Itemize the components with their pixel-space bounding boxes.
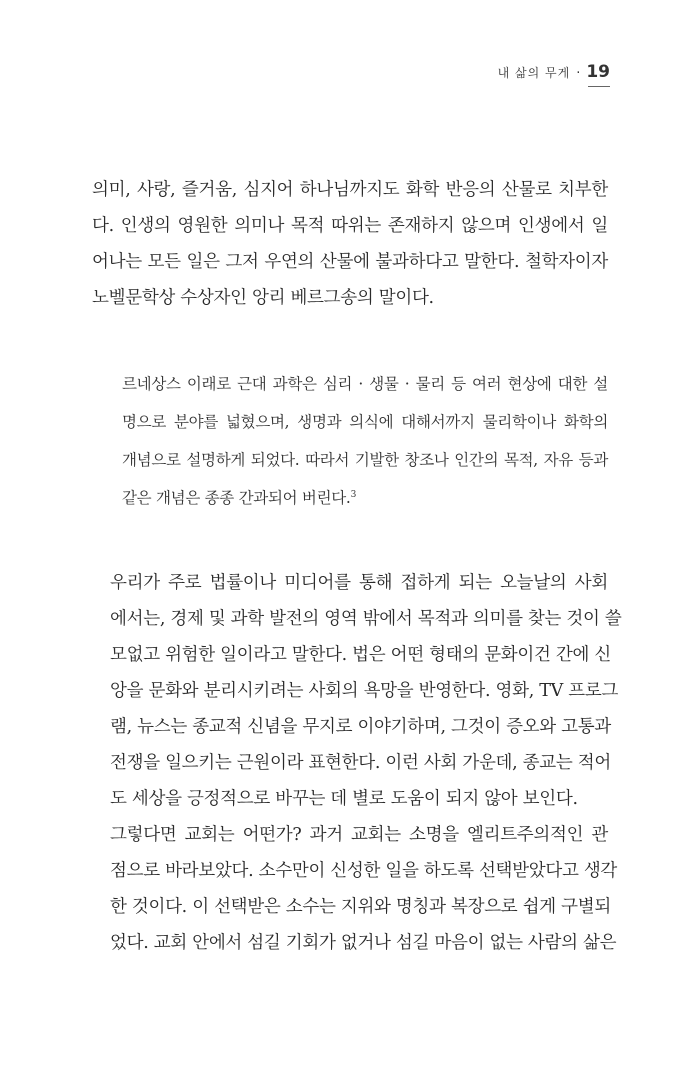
header-rule <box>588 86 610 87</box>
header-separator: · <box>576 66 581 81</box>
text-line: 한 것이다. 이 선택받은 소수는 지위와 명칭과 복장으로 쉽게 구별되 <box>110 897 611 917</box>
quote-line: 르네상스 이래로 근대 과학은 심리 · 생물 · 물리 등 여러 현상에 대한 설 <box>122 375 608 393</box>
text-line: 어나는 모든 일은 그저 우연의 산물에 불과하다고 말한다. 철학자이자 <box>92 252 608 272</box>
text-line: 우리가 주로 법률이나 미디어를 통해 접하게 되는 오늘날의 사회 <box>110 573 608 593</box>
running-header <box>498 62 610 82</box>
paragraph-1 <box>92 172 608 316</box>
footnote-ref: 3 <box>350 489 356 500</box>
text-line: 도 세상을 긍정적으로 바꾸는 데 별로 도움이 되지 않아 보인다. <box>110 789 578 809</box>
text-line: 의미, 사랑, 즐거움, 심지어 하나님까지도 화학 반응의 산물로 치부한 <box>92 180 608 200</box>
quote-line: 개념으로 설명하게 되었다. 따라서 기발한 창조나 인간의 목적, 자유 등과 <box>122 451 608 469</box>
text-line: 점으로 바라보았다. 소수만이 신성한 일을 하도록 선택받았다고 생각 <box>110 861 618 881</box>
text-line: 전쟁을 일으키는 근원이라 표현한다. 이런 사회 가운데, 종교는 적어 <box>110 753 611 773</box>
quote-line-text: 같은 개념은 종종 간과되어 버린다. <box>122 489 351 507</box>
paragraph-2 <box>92 565 622 817</box>
running-title: 내 삶의 무게 <box>497 66 571 80</box>
body-block-2 <box>92 565 622 961</box>
text-line: 그렇다면 교회는 어떤가? 과거 교회는 소명을 엘리트주의적인 관 <box>110 825 608 845</box>
text-line: 다. 인생의 영원한 의미나 목적 따위는 존재하지 않으며 인생에서 일 <box>92 216 608 236</box>
block-quote <box>122 365 608 517</box>
quote-line: 명으로 분야를 넓혔으며, 생명과 의식에 대해서까지 물리학이나 화학의 <box>122 413 608 431</box>
text-line: 모없고 위험한 일이라고 말한다. 법은 어떤 형태의 문화이건 간에 신 <box>110 645 611 665</box>
page-number: 19 <box>586 62 610 82</box>
text-line: 램, 뉴스는 종교적 신념을 무지로 이야기하며, 그것이 증오와 고통과 <box>110 717 611 737</box>
text-line: 앙을 문화와 분리시키려는 사회의 욕망을 반영한다. 영화, TV 프로그 <box>110 681 619 701</box>
text-line: 노벨문학상 수상자인 앙리 베르그송의 말이다. <box>92 288 434 308</box>
text-line: 에서는, 경제 및 과학 발전의 영역 밖에서 목적과 의미를 찾는 것이 쓸 <box>110 609 622 629</box>
text-line: 었다. 교회 안에서 섬길 기회가 없거나 섬길 마음이 없는 사람의 삶은 <box>110 933 617 953</box>
quote-line-last <box>122 479 608 517</box>
paragraph-3 <box>92 817 618 961</box>
